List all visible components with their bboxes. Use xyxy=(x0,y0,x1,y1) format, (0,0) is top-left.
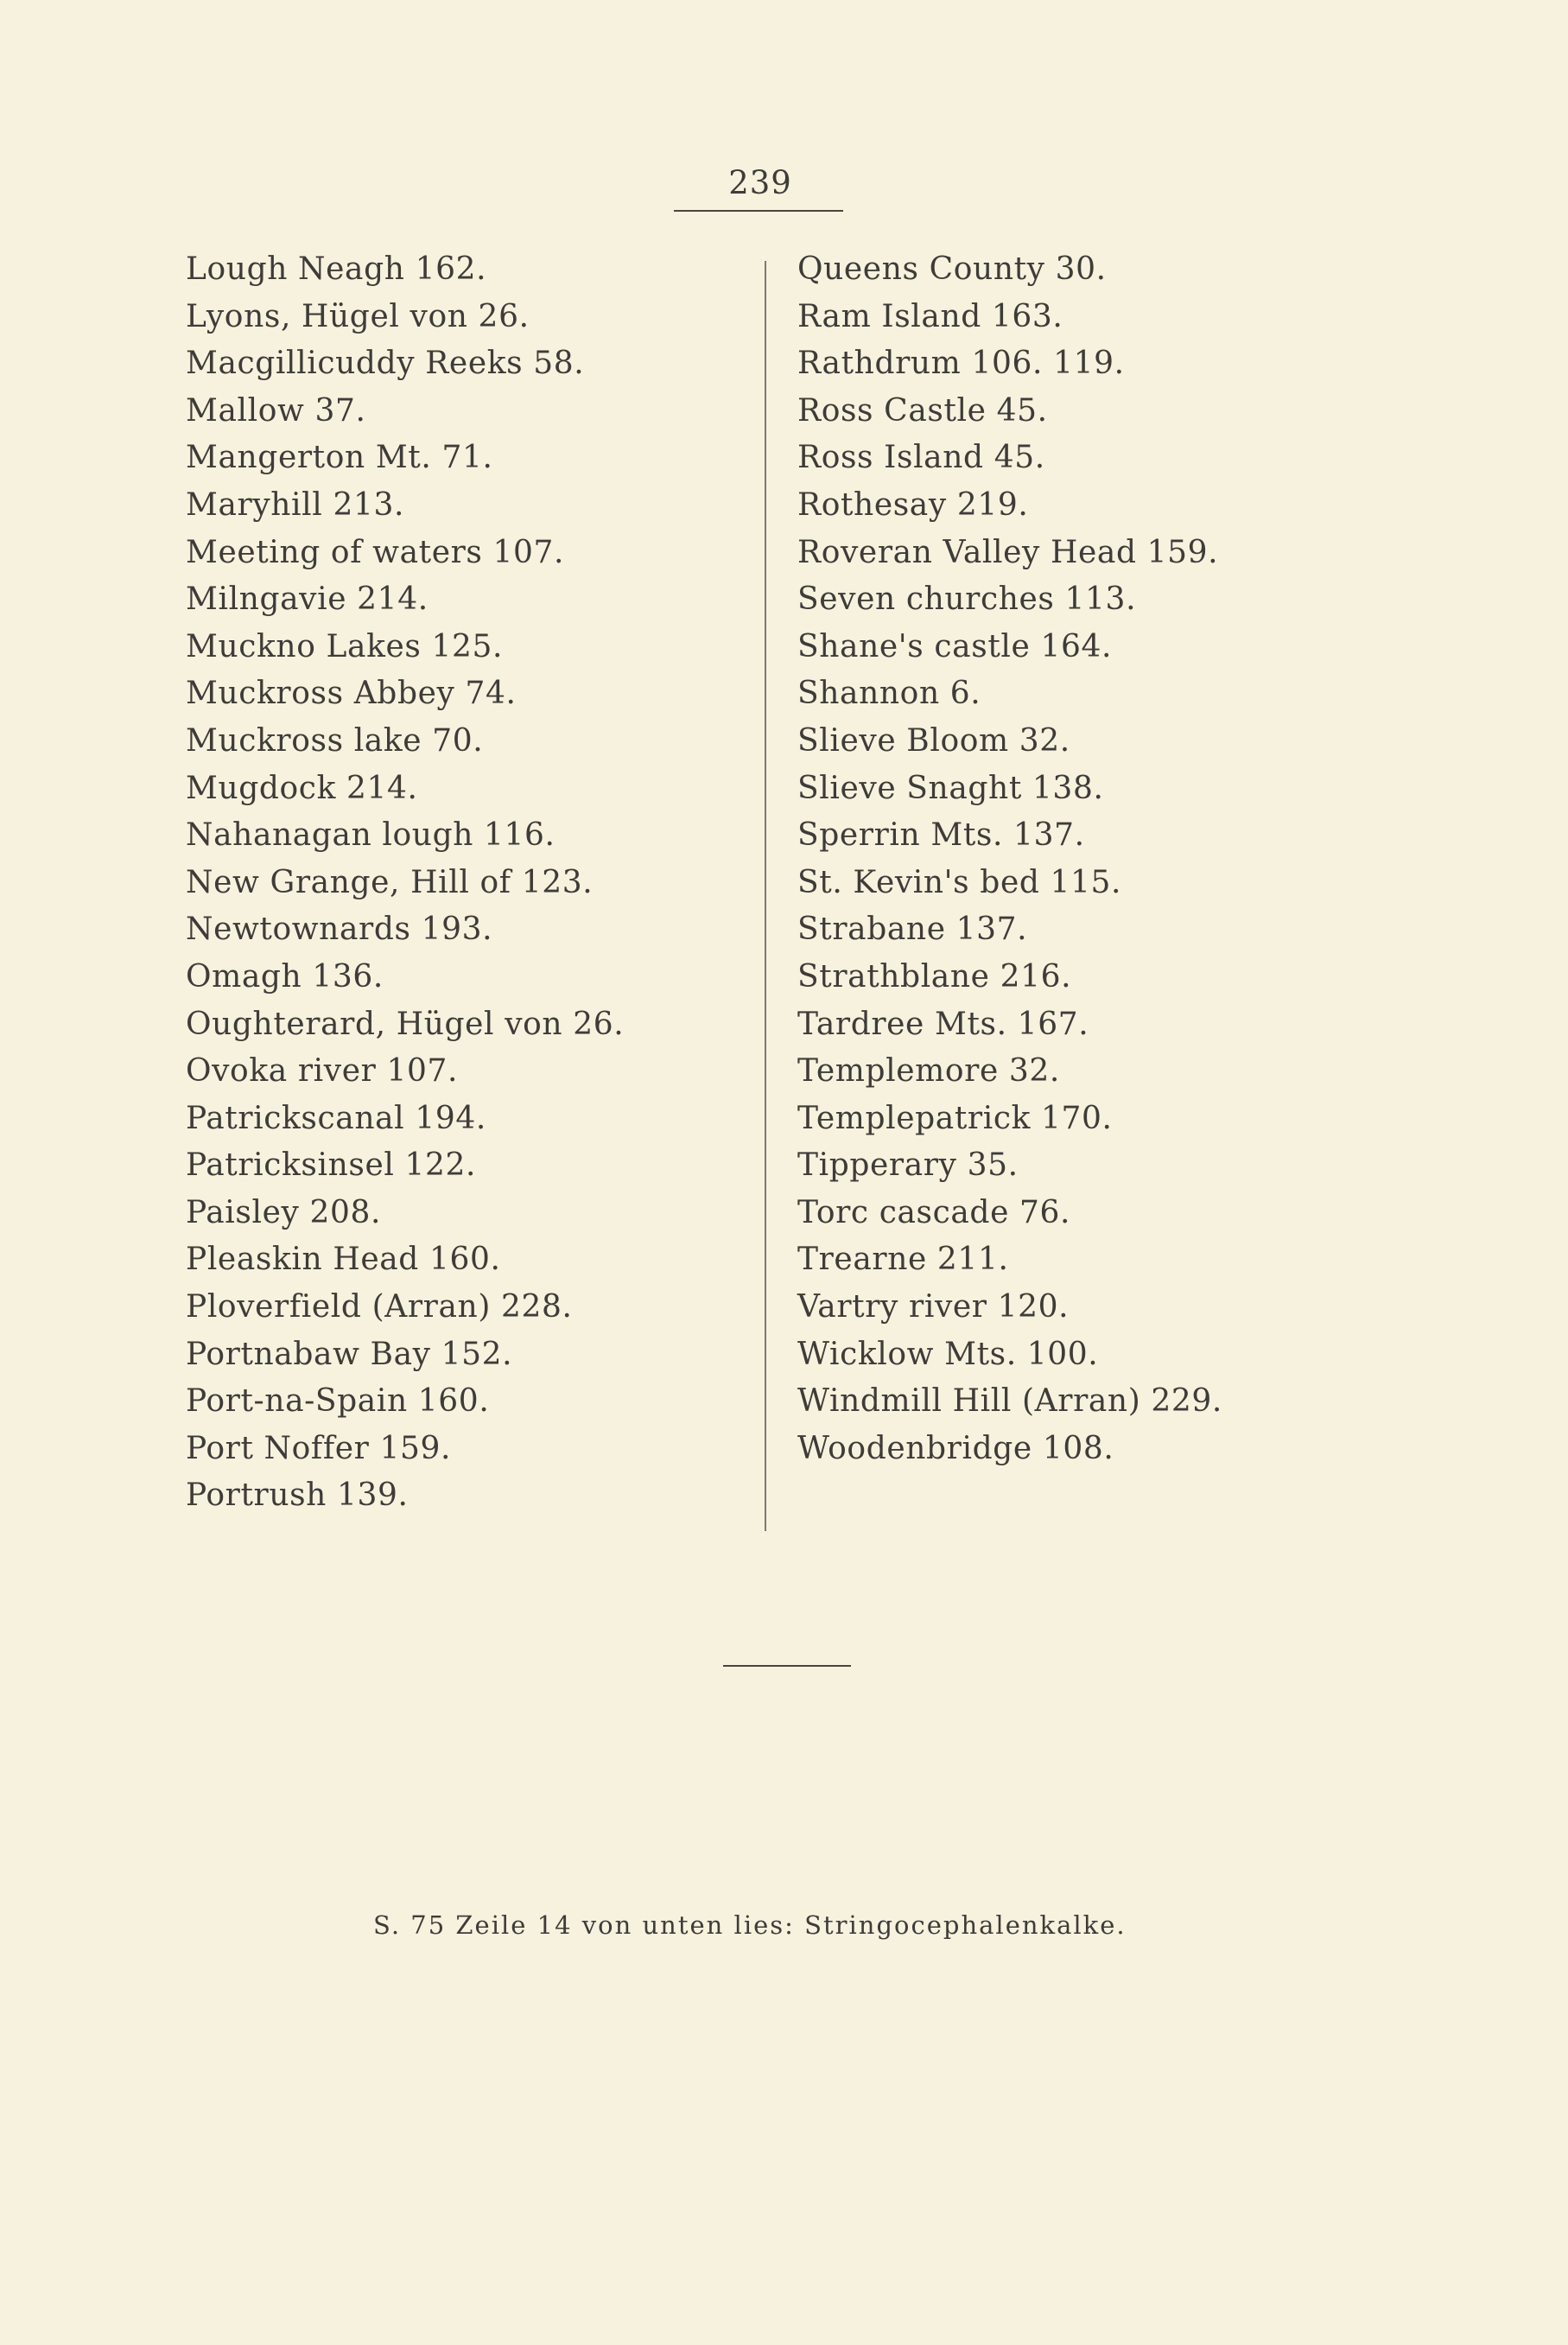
index-entry: Ross Castle 45. xyxy=(797,392,1048,429)
index-entry: Ovoka river 107. xyxy=(186,1053,459,1090)
index-entry: Paisley 208. xyxy=(186,1194,382,1230)
index-entry: Port-na-Spain 160. xyxy=(186,1383,490,1420)
index-entry: Nahanagan lough 116. xyxy=(186,817,555,854)
index-entry: Milngavie 214. xyxy=(186,581,429,618)
index-entry: Slieve Snaght 138. xyxy=(797,770,1104,806)
index-entry: Slieve Bloom 32. xyxy=(797,722,1070,759)
index-entry: Vartry river 120. xyxy=(797,1289,1070,1325)
index-entry: Windmill Hill (Arran) 229. xyxy=(797,1383,1222,1420)
index-entry: Pleaskin Head 160. xyxy=(186,1242,501,1278)
index-entry: Rathdrum 106. 119. xyxy=(797,346,1125,382)
footer-rule xyxy=(723,1665,851,1667)
page-number: 239 xyxy=(728,164,792,201)
index-entry: Shannon 6. xyxy=(797,676,981,712)
index-entry: Seven churches 113. xyxy=(797,581,1137,618)
index-entry: Trearne 211. xyxy=(797,1242,1009,1278)
index-entry: Portnabaw Bay 152. xyxy=(186,1336,513,1372)
index-entry: Macgillicuddy Reeks 58. xyxy=(186,346,585,382)
index-entry: Muckross Abbey 74. xyxy=(186,676,517,712)
index-entry: Mugdock 214. xyxy=(186,770,418,806)
index-entry: Lyons, Hügel von 26. xyxy=(186,298,530,334)
index-entry: Meeting of waters 107. xyxy=(186,534,565,570)
index-entry: Newtownards 193. xyxy=(186,912,493,948)
header-rule xyxy=(674,210,843,212)
index-entry: Ross Island 45. xyxy=(797,440,1045,476)
index-entry: Mangerton Mt. 71. xyxy=(186,440,493,476)
index-entry: Muckno Lakes 125. xyxy=(186,628,504,664)
index-entry: Ram Island 163. xyxy=(797,298,1063,334)
index-entry: Roveran Valley Head 159. xyxy=(797,534,1219,570)
index-entry: Wicklow Mts. 100. xyxy=(797,1336,1099,1372)
index-entry: Templemore 32. xyxy=(797,1053,1060,1090)
index-entry: New Grange, Hill of 123. xyxy=(186,864,594,900)
index-entry: Lough Neagh 162. xyxy=(186,251,487,287)
index-entry: Patricksinsel 122. xyxy=(186,1147,477,1184)
index-column-right xyxy=(797,246,1222,1472)
index-entry: St. Kevin's bed 115. xyxy=(797,864,1122,900)
index-entry: Oughterard, Hügel von 26. xyxy=(186,1006,625,1042)
index-entry: Shane's castle 164. xyxy=(797,628,1112,664)
index-column-left xyxy=(186,246,624,1520)
index-entry: Woodenbridge 108. xyxy=(797,1430,1114,1466)
index-entry: Tardree Mts. 167. xyxy=(797,1006,1089,1042)
index-entry: Port Noffer 159. xyxy=(186,1430,452,1466)
index-entry: Strathblane 216. xyxy=(797,958,1072,995)
index-entry: Mallow 37. xyxy=(186,392,366,429)
index-entry: Queens County 30. xyxy=(797,251,1107,287)
column-divider xyxy=(765,261,766,1531)
index-entry: Torc cascade 76. xyxy=(797,1194,1071,1230)
index-entry: Maryhill 213. xyxy=(186,486,404,523)
index-entry: Rothesay 219. xyxy=(797,486,1029,523)
index-entry: Portrush 139. xyxy=(186,1478,409,1514)
index-entry: Templepatrick 170. xyxy=(797,1100,1113,1136)
index-entry: Tipperary 35. xyxy=(797,1147,1019,1184)
index-entry: Muckross lake 70. xyxy=(186,722,484,759)
erratum-note: S. 75 Zeile 14 von unten lies: Stringocephalenkalke. xyxy=(373,1910,1127,1940)
index-entry: Omagh 136. xyxy=(186,958,384,995)
index-entry: Patrickscanal 194. xyxy=(186,1100,486,1136)
index-entry: Ploverfield (Arran) 228. xyxy=(186,1289,573,1325)
index-entry: Strabane 137. xyxy=(797,912,1028,948)
index-entry: Sperrin Mts. 137. xyxy=(797,817,1085,854)
